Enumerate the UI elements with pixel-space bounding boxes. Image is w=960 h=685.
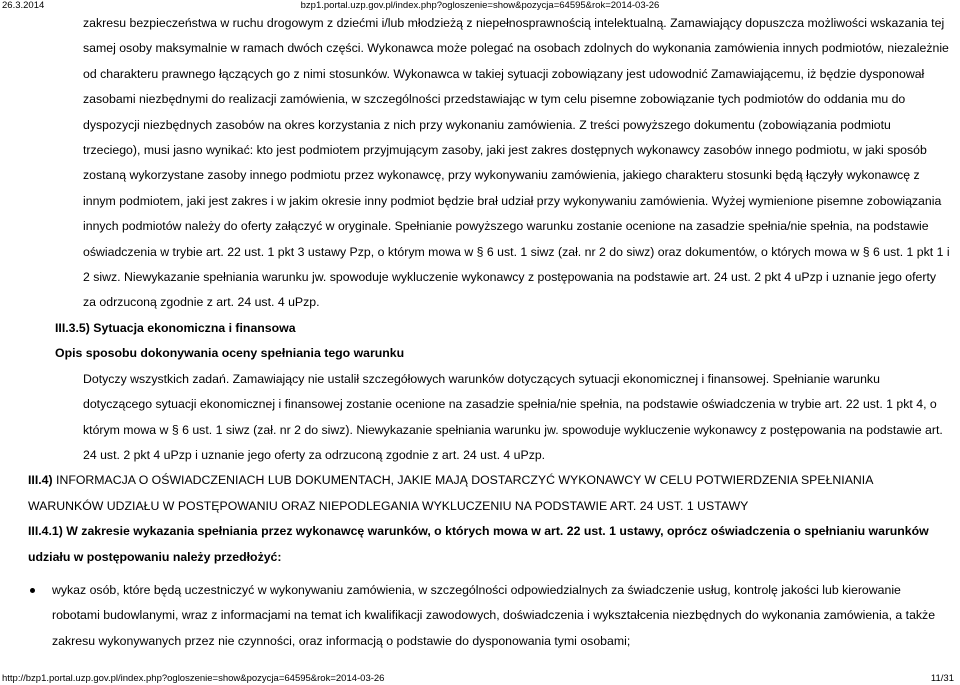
documents-list: [28, 578, 950, 654]
section-title-conditions-proof: III.4.1) W zakresie wykazania spełniania przez wykonawcę warunków, o których mowa w art. 22 ust. 1 ustawy, oprócz oświadczenia o spełnianiu warunków udziału w postępowaniu należy przedłożyć:: [28, 524, 929, 564]
paragraph-personnel-conditions: zakresu bezpieczeństwa w ruchu drogowym z dziećmi i/lub młodzieżą z niepełnosprawnością intelektualną. Zamawiający dopuszcza możliwości wskazania tej samej osoby maksymalnie w ramach dwóch części. Wykonawca może polegać na osobach zdolnych do wykonania zamówienia innych podmiotów, niezależnie od charakteru prawnego łączących go z nimi stosunków. Wykonawca w takiej sytuacji zobowiązany jest udowodnić Zamawiającemu, iż będzie dysponował zasobami niezbędnymi do realizacji zamówienia, w szczególności przedstawiając w tym celu pisemne zobowiązanie tych podmiotów do oddania mu do dyspozycji niezbędnych zasobów na okres korzystania z nich przy wykonaniu zamówienia. Z treści powyższego dokumentu (zobowiązania podmiotu trzeciego), musi jasno wynikać: kto jest podmiotem przyjmującym zasoby, jaki jest zakres dostępnych wykonawcy zasobów innego podmiotu, w jaki sposób zostaną wykorzystane zasoby innego podmiotu przez wykonawcę, przy wykonywaniu zamówienia, jakiego charakteru stosunki będą łączyły wykonawcę z innym podmiotem, jaki jest zakres i w jakim okresie inny podmiot będzie brał udział przy wykonywaniu zamówienia. Wyżej wymienione pisemne zobowiązania innych podmiotów należy do oferty załączyć w oryginale. Spełnianie powyższego warunku zostanie ocenione na zasadzie spełnia/nie spełnia, na podstawie oświadczenia w trybie art. 22 ust. 1 pkt 3 ustawy Pzp, o którym mowa w § 6 ust. 1 siwz (zał. nr 2 do siwz) oraz dokumentów, o których mowa w § 6 ust. 1 pkt 1 i 2 siwz. Niewykazanie spełniania warunku jw. spowoduje wykluczenie wykonawcy z postępowania na podstawie art. 24 ust. 2 pkt 4 uPzp i uznanie jego oferty za odrzuconą zgodnie z art. 24 ust. 4 uPzp.: [83, 16, 950, 310]
list-item: [28, 578, 950, 654]
page-number: 11/31: [930, 673, 954, 684]
print-header-url: bzp1.portal.uzp.gov.pl/index.php?ogloszenie=show&pozycja=64595&rok=2014-03-26: [300, 0, 660, 11]
list-item-text: wykaz osób, które będą uczestniczyć w wykonywaniu zamówienia, w szczególności odpowiedzialnych za świadczenie usług, kontrolę jakości lub kierowanie robotami budowlanymi, wraz z informacjami na temat ich kwalifikacji zawodowych, doświadczenia i wykształcenia niezbędnych do wykonania zamówienia, a także zakresu wykonywanych przez nie czynności, oraz informacją o podstawie do dysponowania tymi osobami;: [52, 582, 936, 648]
section-subtitle-assessment: Opis sposobu dokonywania oceny spełniania tego warunku: [55, 346, 405, 361]
paragraph-economic-situation: Dotyczy wszystkich zadań. Zamawiający nie ustalił szczegółowych warunków dotyczących sytuacji ekonomicznej i finansowej. Spełnianie warunku dotyczącego sytuacji ekonomicznej i finansowej zostanie ocenione na zasadzie spełnia/nie spełnia, na podstawie oświadczenia w trybie art. 22 ust. 1 pkt 4, o którym mowa w § 6 ust. 1 siwz (zał. nr 2 do siwz). Niewykazanie spełniania warunku jw. spowoduje wykluczenie wykonawcy z postępowania na podstawie art. 24 ust. 2 pkt 4 uPzp i uznanie jego oferty za odrzuconą zgodnie z art. 24 ust. 4 uPzp.: [83, 371, 943, 462]
section-title-economic-situation: III.3.5) Sytuacja ekonomiczna i finansowa: [55, 320, 296, 335]
section-heading-text: INFORMACJA O OŚWIADCZENIACH LUB DOKUMENTACH, JAKIE MAJĄ DOSTARCZYĆ WYKONAWCY W CELU POTWIERDZENIA SPEŁNIANIA WARUNKÓW UDZIAŁU W POSTĘPOWANIU ORAZ NIEPODLEGANIA WYKLUCZENIU NA PODSTAWIE ART. 24 UST. 1 USTAWY: [28, 473, 873, 513]
print-footer-url: http://bzp1.portal.uzp.gov.pl/index.php?ogloszenie=show&pozycja=64595&rok=2014-03-26: [2, 673, 385, 684]
print-date: 26.3.2014: [2, 0, 45, 11]
section-label: III.4): [28, 473, 53, 488]
document-content: [28, 11, 950, 654]
section-title-documents: [28, 468, 950, 519]
bullet-icon: [30, 588, 35, 593]
print-footer: [0, 673, 960, 685]
